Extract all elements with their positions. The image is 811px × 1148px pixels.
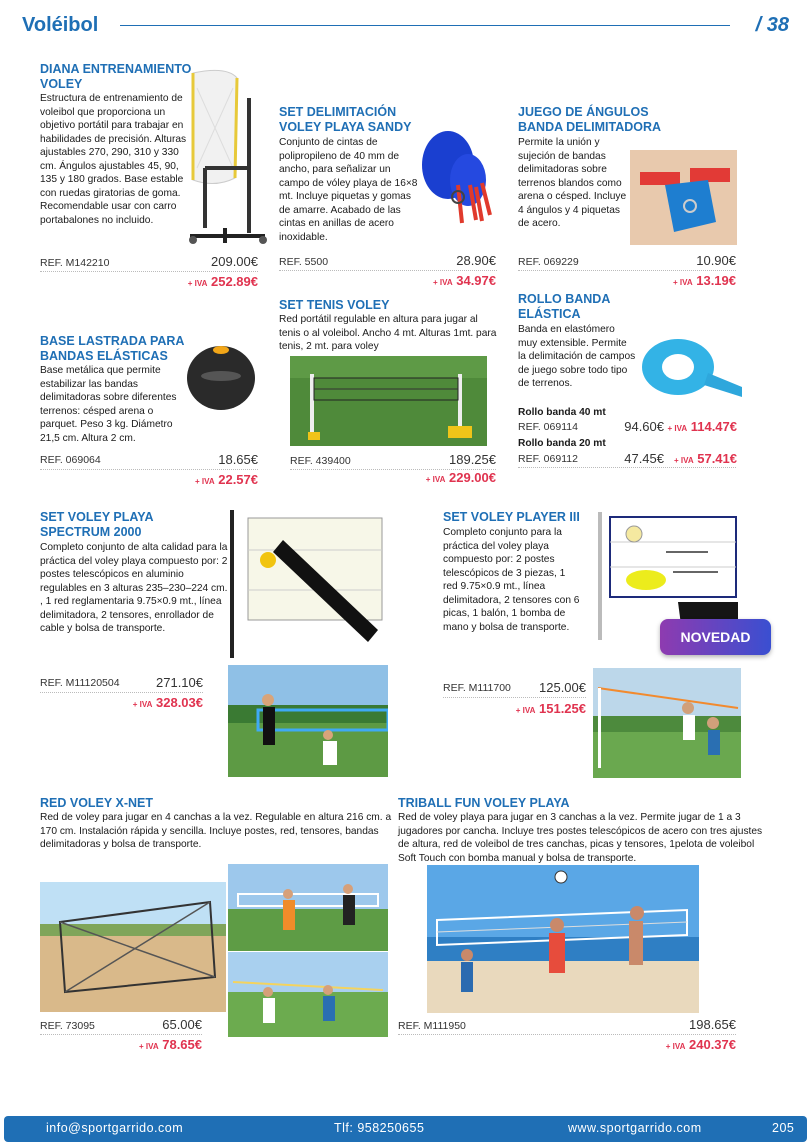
- ref-base: REF. 069064: [40, 454, 101, 466]
- ref-player: REF. M111700: [443, 682, 511, 694]
- novedad-badge: NOVEDAD: [660, 619, 771, 655]
- ref-diana: REF. M142210: [40, 257, 110, 269]
- product-image-sandy: [418, 125, 498, 225]
- variant-label-20: Rollo banda 20 mt: [518, 438, 606, 449]
- product-title-tenis: SET TENIS VOLEY: [279, 298, 390, 312]
- iva-price-rollo-20: [665, 451, 737, 466]
- iva-prefix: + IVA: [672, 278, 693, 287]
- divider: [40, 469, 258, 470]
- iva-prefix: + IVA: [132, 700, 153, 709]
- iva-price-tenis: [380, 470, 496, 485]
- price-rollo-20: 47.45€: [624, 451, 664, 466]
- iva-price-xnet: [100, 1037, 202, 1052]
- iva-price-sandy: [390, 273, 496, 288]
- photo-xnet-play: [228, 864, 388, 951]
- divider: [40, 1034, 202, 1035]
- photo-xnet-field: [40, 882, 226, 1012]
- product-image-rollo: [638, 335, 744, 399]
- iva-prefix: + IVA: [138, 1042, 159, 1051]
- iva-prefix: + IVA: [673, 456, 694, 465]
- ref-sandy: REF. 5500: [279, 256, 329, 268]
- iva-value: 22.57€: [218, 472, 258, 487]
- variant-label-40: Rollo banda 40 mt: [518, 407, 606, 418]
- iva-price-diana: [150, 274, 258, 289]
- iva-value: 78.65€: [162, 1037, 202, 1052]
- iva-value: 57.41€: [697, 451, 737, 466]
- product-title-player: SET VOLEY PLAYER III: [443, 510, 580, 524]
- iva-value: 13.19€: [696, 273, 736, 288]
- section-page: / 38: [755, 14, 789, 36]
- iva-prefix: + IVA: [194, 477, 215, 486]
- product-title-sandy: SET DELIMITACIÓN VOLEY PLAYA SANDY: [279, 105, 412, 134]
- product-title-diana: DIANA ENTRENAMIENTO VOLEY: [40, 62, 192, 91]
- product-title-spectrum: SET VOLEY PLAYA SPECTRUM 2000: [40, 510, 154, 539]
- divider: [40, 692, 203, 693]
- iva-value: 114.47€: [690, 419, 737, 434]
- product-desc-spectrum: Completo conjunto de alta calidad para la práctica del voley playa compuesto por: 2 postes telescópicos en aluminio regulables en 3 alturas 235–230–224 cm. , 1 red reglamentaria 9.75×0.9 mt., línea delimitadora, 2 tensores, enrollador de cable y bolsa de transporte.: [40, 542, 228, 634]
- photo-triball: [427, 865, 699, 1013]
- divider: [518, 467, 736, 468]
- product-desc-triball: Red de voley playa para jugar en 3 canchas a la vez. Permite jugar de 1 a 3 jugadores por cancha. Incluye tres postes telescópicos de acero con tres ajustes de altura, red de voleibol de tres canchas, picas y tensores, 1pelota de voleibol Soft Touch con bomba manual y bolsa de transporte.: [398, 812, 763, 864]
- divider: [40, 271, 258, 272]
- iva-prefix: + IVA: [665, 1042, 686, 1051]
- photo-xnet-group: [228, 952, 388, 1037]
- iva-price-base: [150, 472, 258, 487]
- ref-xnet: REF. 73095: [40, 1020, 95, 1032]
- iva-prefix: + IVA: [432, 278, 453, 287]
- price-angulos: 10.90€: [696, 253, 736, 268]
- price-tenis: 189.25€: [449, 452, 496, 467]
- page-number: 205: [772, 1121, 795, 1135]
- price-player: 125.00€: [539, 680, 586, 695]
- photo-player-action: [593, 668, 741, 778]
- ref-angulos: REF. 069229: [518, 256, 579, 268]
- product-title-rollo: ROLLO BANDA ELÁSTICA: [518, 292, 610, 321]
- iva-price-rollo-40: [665, 419, 737, 434]
- product-image-diana: [185, 68, 270, 253]
- product-desc-player: Completo conjunto para la práctica del voley playa compuesto por: 2 postes telescópicos de 3 piezas, 1 red 9.75×0.9 mt., línea delimitadora, 2 tensores con 6 picas, 1 balón, 1 bomba de mano y bolsa de transporte.: [443, 527, 580, 633]
- ref-tenis: REF. 439400: [290, 455, 351, 467]
- ref-rollo-20: REF. 069112: [518, 453, 578, 465]
- footer-bar: [4, 1116, 807, 1142]
- ref-spectrum: REF. M11120504: [40, 677, 120, 689]
- iva-value: 328.03€: [156, 695, 203, 710]
- product-title-triball: TRIBALL FUN VOLEY PLAYA: [398, 796, 570, 810]
- product-desc-xnet: Red de voley para jugar en 4 canchas a la vez. Regulable en altura 216 cm. a 170 cm. Instalación rápida y sencilla. Incluye postes, red, tensores, bandas delimitadoras y bolsa de transporte.: [40, 812, 392, 850]
- divider: [279, 270, 497, 271]
- section-title: Voléibol: [22, 14, 99, 36]
- iva-price-angulos: [630, 273, 736, 288]
- iva-value: 151.25€: [539, 701, 586, 716]
- product-desc-sandy: Conjunto de cintas de polipropileno de 40 mm de ancho, para señalizar un campo de vóley playa de 16×8 mt. Incluye piquetas y gomas de amarre. Acabado de las cintas en anillas de acero inoxidable.: [279, 137, 418, 243]
- divider: [518, 270, 736, 271]
- iva-prefix: + IVA: [515, 706, 536, 715]
- product-desc-angulos: Permite la unión y sujeción de bandas delimitadoras sobre terrenos blandos como arena o césped. Incluye 4 ángulos y 4 piquetas de acero.: [518, 137, 627, 229]
- product-title-angulos: JUEGO DE ÁNGULOS BANDA DELIMITADORA: [518, 105, 662, 134]
- iva-prefix: + IVA: [187, 279, 208, 288]
- product-title-xnet: RED VOLEY X-NET: [40, 796, 153, 810]
- product-title-base: BASE LASTRADA PARA BANDAS ELÁSTICAS: [40, 334, 184, 363]
- iva-value: 34.97€: [456, 273, 496, 288]
- footer-email[interactable]: info@sportgarrido.com: [46, 1121, 184, 1135]
- price-spectrum: 271.10€: [156, 675, 203, 690]
- divider: [398, 1034, 736, 1035]
- product-desc-rollo: Banda en elastómero muy extensible. Permite la delimitación de campos de juego sobre todo tipo de terrenos.: [518, 324, 636, 389]
- iva-value: 229.00€: [449, 470, 496, 485]
- header-divider: [120, 25, 730, 26]
- price-xnet: 65.00€: [162, 1017, 202, 1032]
- iva-prefix: + IVA: [667, 424, 688, 433]
- product-desc-base: Base metálica que permite estabilizar las bandas delimitadoras sobre diferentes terrenos: césped arena o parquet. Peso 3 kg. Diámetro 21,5 cm. Altura 2 cm.: [40, 365, 177, 444]
- product-desc-diana: Estructura de entrenamiento de voleibol que proporciona un objetivo portátil para trabajar en habilidades de precisión. Alturas ajustables 270, 290, 310 y 330 cm. Ángulos ajustables 45, 90, 135 y 180 grados. Base estable con ruedas giratorias de goma. Recomendable usar con carro portabalones no incluido.: [40, 93, 187, 226]
- product-image-spectrum: [228, 510, 386, 660]
- product-image-angulos: [630, 150, 737, 245]
- ref-triball: REF. M111950: [398, 1020, 466, 1032]
- footer-website[interactable]: www.sportgarrido.com: [568, 1121, 702, 1135]
- photo-spectrum-action: [228, 665, 388, 777]
- footer-phone: Tlf: 958250655: [334, 1121, 425, 1135]
- price-sandy: 28.90€: [456, 253, 496, 268]
- divider: [443, 697, 586, 698]
- price-triball: 198.65€: [689, 1017, 736, 1032]
- iva-price-spectrum: [100, 695, 203, 710]
- product-desc-tenis: Red portátil regulable en altura para jugar al tenis o al voleibol. Ancho 4 mt. Alturas 1mt. para tenis, 2 mt. para voley: [279, 314, 497, 352]
- iva-value: 252.89€: [211, 274, 258, 289]
- price-diana: 209.00€: [211, 254, 258, 269]
- product-image-base: [183, 342, 258, 412]
- product-image-tenis: [290, 356, 487, 446]
- ref-rollo-40: REF. 069114: [518, 421, 578, 433]
- price-base: 18.65€: [218, 452, 258, 467]
- iva-price-triball: [620, 1037, 736, 1052]
- iva-value: 240.37€: [689, 1037, 736, 1052]
- iva-price-player: [480, 701, 586, 716]
- price-rollo-40: 94.60€: [624, 419, 664, 434]
- iva-prefix: + IVA: [425, 475, 446, 484]
